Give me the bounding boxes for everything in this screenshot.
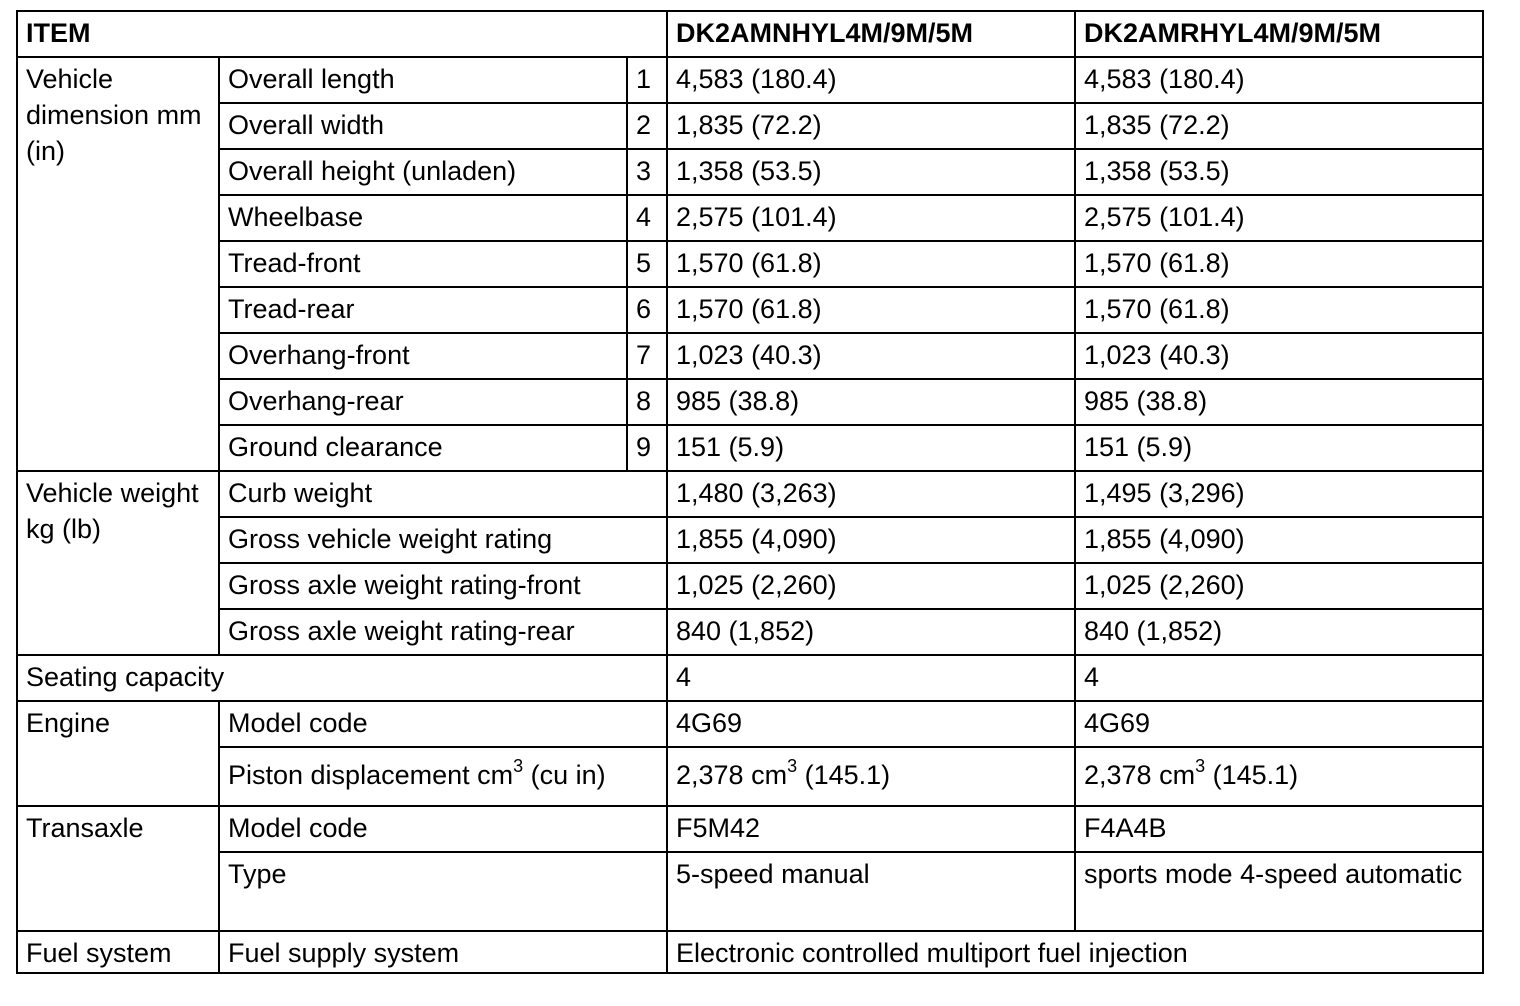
table-row xyxy=(17,517,1483,563)
item-header: ITEM xyxy=(17,11,667,57)
value-a: 1,358 (53.5) xyxy=(667,149,1075,195)
row-label: Tread-front xyxy=(219,241,627,287)
table-row xyxy=(17,103,1483,149)
superscript: 3 xyxy=(513,756,524,776)
value-a: 985 (38.8) xyxy=(667,379,1075,425)
value-a: 1,855 (4,090) xyxy=(667,517,1075,563)
table-row xyxy=(17,241,1483,287)
displacement-unit: (cu in) xyxy=(523,760,606,790)
value-b: 985 (38.8) xyxy=(1075,379,1483,425)
row-number: 1 xyxy=(627,57,667,103)
value-a xyxy=(667,747,1075,806)
value-a: 4 xyxy=(667,655,1075,701)
row-label: Model code xyxy=(219,806,667,852)
vehicle-weight-label: Vehicle weight kg (lb) xyxy=(17,471,219,655)
row-label: Overall width xyxy=(219,103,627,149)
table-row xyxy=(17,563,1483,609)
value-b: 1,570 (61.8) xyxy=(1075,241,1483,287)
table-row xyxy=(17,379,1483,425)
value-b: 2,575 (101.4) xyxy=(1075,195,1483,241)
seating-capacity-label: Seating capacity xyxy=(17,655,667,701)
value-b: 151 (5.9) xyxy=(1075,425,1483,471)
engine-label: Engine xyxy=(17,701,219,806)
value-a: 1,570 (61.8) xyxy=(667,241,1075,287)
table-row xyxy=(17,425,1483,471)
value-b: 1,495 (3,296) xyxy=(1075,471,1483,517)
row-label: Overhang-rear xyxy=(219,379,627,425)
value-b: 1,023 (40.3) xyxy=(1075,333,1483,379)
fuel-system-label: Fuel system xyxy=(17,931,219,973)
displacement-b-suffix: (145.1) xyxy=(1205,760,1299,790)
superscript: 3 xyxy=(787,756,798,776)
row-label: Curb weight xyxy=(219,471,667,517)
value-b: 840 (1,852) xyxy=(1075,609,1483,655)
row-label: Overall height (unladen) xyxy=(219,149,627,195)
value-b: 1,855 (4,090) xyxy=(1075,517,1483,563)
row-label: Wheelbase xyxy=(219,195,627,241)
table-row xyxy=(17,852,1483,931)
value-a: 5-speed manual xyxy=(667,852,1075,931)
value-a: 2,575 (101.4) xyxy=(667,195,1075,241)
row-label: Overhang-front xyxy=(219,333,627,379)
displacement-label: Piston displacement cm xyxy=(228,760,514,790)
model-b-header: DK2AMRHYL4M/9M/5M xyxy=(1075,11,1483,57)
value-b xyxy=(1075,747,1483,806)
value-b: 1,570 (61.8) xyxy=(1075,287,1483,333)
table-row xyxy=(17,747,1483,806)
table-row xyxy=(17,333,1483,379)
value-a: 1,025 (2,260) xyxy=(667,563,1075,609)
model-a-header: DK2AMNHYL4M/9M/5M xyxy=(667,11,1075,57)
value-b: 4,583 (180.4) xyxy=(1075,57,1483,103)
row-label: Ground clearance xyxy=(219,425,627,471)
value-b: 4 xyxy=(1075,655,1483,701)
transaxle-label: Transaxle xyxy=(17,806,219,931)
value-a: 1,570 (61.8) xyxy=(667,287,1075,333)
table-row xyxy=(17,701,1483,747)
value-b: 1,025 (2,260) xyxy=(1075,563,1483,609)
row-number: 6 xyxy=(627,287,667,333)
value-a: 840 (1,852) xyxy=(667,609,1075,655)
row-number: 3 xyxy=(627,149,667,195)
value-a: 4G69 xyxy=(667,701,1075,747)
row-number: 5 xyxy=(627,241,667,287)
displacement-a-suffix: (145.1) xyxy=(797,760,891,790)
value-a: 1,023 (40.3) xyxy=(667,333,1075,379)
row-label: Overall length xyxy=(219,57,627,103)
table-row xyxy=(17,609,1483,655)
value-a: 1,835 (72.2) xyxy=(667,103,1075,149)
row-label: Gross axle weight rating-front xyxy=(219,563,667,609)
table-row xyxy=(17,149,1483,195)
row-number: 8 xyxy=(627,379,667,425)
row-label: Tread-rear xyxy=(219,287,627,333)
row-number: 7 xyxy=(627,333,667,379)
row-label: Type xyxy=(219,852,667,931)
value-a: F5M42 xyxy=(667,806,1075,852)
displacement-a: 2,378 cm xyxy=(676,760,788,790)
table-row xyxy=(17,931,1483,973)
value-a: 151 (5.9) xyxy=(667,425,1075,471)
value-b: 4G69 xyxy=(1075,701,1483,747)
table-row xyxy=(17,57,1483,103)
row-label: Gross vehicle weight rating xyxy=(219,517,667,563)
value-b: F4A4B xyxy=(1075,806,1483,852)
fuel-supply-value: Electronic controlled multiport fuel injection xyxy=(667,931,1483,973)
value-b: 1,835 (72.2) xyxy=(1075,103,1483,149)
row-label: Model code xyxy=(219,701,667,747)
row-number: 9 xyxy=(627,425,667,471)
row-label: Fuel supply system xyxy=(219,931,667,973)
row-label xyxy=(219,747,667,806)
displacement-b: 2,378 cm xyxy=(1084,760,1196,790)
table-row xyxy=(17,287,1483,333)
table-row xyxy=(17,806,1483,852)
header-row xyxy=(17,11,1483,57)
row-number: 4 xyxy=(627,195,667,241)
value-b: sports mode 4-speed automatic xyxy=(1075,852,1483,931)
specifications-table xyxy=(16,10,1484,974)
table-row xyxy=(17,195,1483,241)
value-a: 1,480 (3,263) xyxy=(667,471,1075,517)
vehicle-dimension-label: Vehicle dimension mm (in) xyxy=(17,57,219,471)
seating-row xyxy=(17,655,1483,701)
table-row xyxy=(17,471,1483,517)
row-number: 2 xyxy=(627,103,667,149)
value-a: 4,583 (180.4) xyxy=(667,57,1075,103)
row-label: Gross axle weight rating-rear xyxy=(219,609,667,655)
value-b: 1,358 (53.5) xyxy=(1075,149,1483,195)
superscript: 3 xyxy=(1195,756,1206,776)
